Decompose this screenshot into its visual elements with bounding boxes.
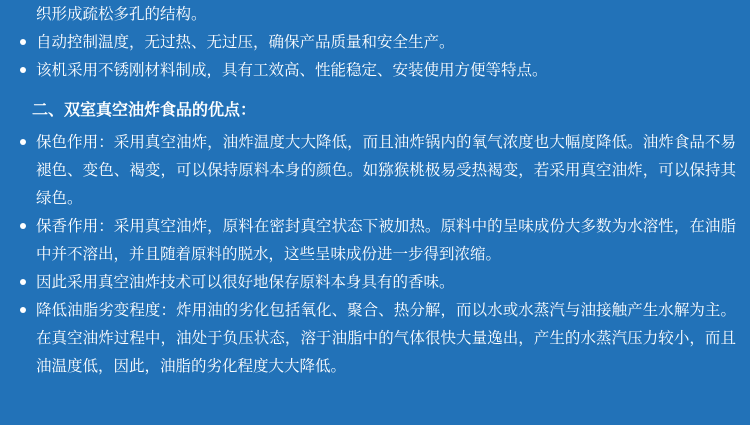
list-item bbox=[14, 296, 736, 380]
list-item-text: 因此采用真空油炸技术可以很好地保存原料本身具有的香味。 bbox=[36, 273, 455, 291]
list-item bbox=[14, 268, 736, 296]
paragraph-continuation: 织形成疏松多孔的结构。 bbox=[36, 5, 207, 23]
section-heading: 二、双室真空油炸食品的优点： bbox=[32, 100, 257, 119]
bullet-dot-icon bbox=[20, 223, 26, 229]
list-item bbox=[14, 56, 736, 84]
list-item bbox=[14, 212, 736, 268]
list-item-text: 该机采用不锈刚材料制成，具有工效高、性能稳定、安装使用方便等特点。 bbox=[36, 61, 548, 79]
list-item-text: 保香作用：采用真空油炸，原料在密封真空状态下被加热。原料中的呈味成份大多数为水溶性，在油脂中并不溶出，并且随着原料的脱水，这些呈味成份进一步得到浓缩。 bbox=[36, 217, 736, 263]
spacer bbox=[14, 84, 736, 96]
bullet-dot-icon bbox=[20, 279, 26, 285]
bullet-dot-icon bbox=[20, 139, 26, 145]
list-item-text: 保色作用：采用真空油炸，油炸温度大大降低，而且油炸锅内的氧气浓度也大幅度降低。油炸食品不易褪色、变色、褐变，可以保持原料本身的颜色。如猕猴桃极易受热褐变，若采用真空油炸，可以保持其绿色。 bbox=[36, 133, 736, 207]
bullet-dot-icon bbox=[20, 307, 26, 313]
bullet-dot-icon bbox=[20, 67, 26, 73]
list-item-text: 自动控制温度，无过热、无过压，确保产品质量和安全生产。 bbox=[36, 33, 455, 51]
list-item bbox=[14, 28, 736, 56]
list-item bbox=[14, 128, 736, 212]
list-item-text: 降低油脂劣变程度：炸用油的劣化包括氧化、聚合、热分解，而以水或水蒸汽与油接触产生水解为主。在真空油炸过程中，油处于负压状态，溶于油脂中的气体很快大量逸出，产生的水蒸汽压力较小，而且油温度低，因此，油脂的劣化程度大大降低。 bbox=[36, 301, 736, 375]
bullet-dot-icon bbox=[20, 39, 26, 45]
